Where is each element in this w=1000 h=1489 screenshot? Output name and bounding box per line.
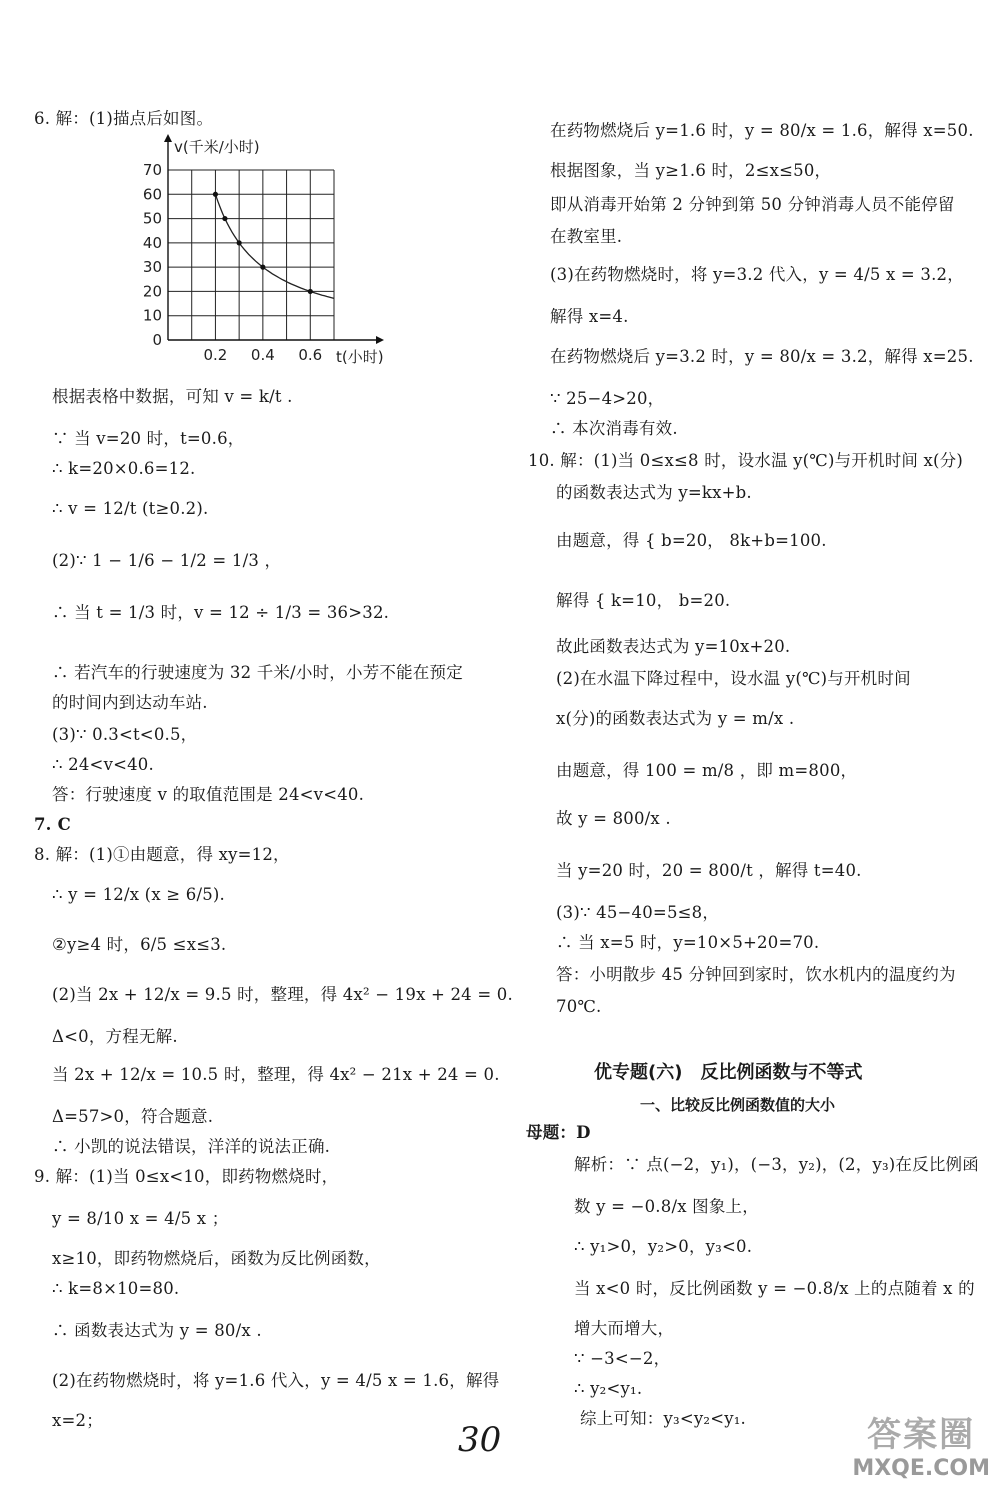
answer-line: ∵ 当 v=20 时，t=0.6， — [52, 429, 245, 448]
answer-line: (3)∵ 45−40=5≤8， — [556, 903, 720, 922]
answer-line: ∴ 函数表达式为 y = 80/x . — [52, 1321, 262, 1340]
answer-line: 解得 { k=10， b=20. — [556, 591, 731, 610]
answer-line: 当 x<0 时，反比例函数 y = −0.8/x 上的点随着 x 的 — [574, 1279, 975, 1298]
q8-heading: 8. 解：(1)①由题意，得 xy=12， — [34, 845, 290, 864]
watermark-url: MXQE.COM — [852, 1456, 990, 1481]
chart-curve — [215, 194, 334, 298]
answer-line: 由题意，得 100 = m/8 ，即 m=800， — [556, 761, 858, 780]
y-tick-label: 50 — [142, 209, 162, 228]
q7-answer: 7. C — [34, 815, 71, 834]
chart-caption: 根据表格中数据，可知 v = k/t . — [52, 387, 293, 406]
answer-line: (2)在药物燃烧时，将 y=1.6 代入，y = 4/5 x = 1.6，解得 — [52, 1371, 500, 1390]
chart-grid — [168, 170, 334, 340]
answer-line: ∴ 当 x=5 时，y=10×5+20=70. — [556, 933, 820, 952]
x-tick-label: 0.4 — [250, 346, 275, 364]
y-tick-label: 0 — [152, 331, 162, 349]
answer-line: ∴ 当 t = 1/3 时，v = 12 ÷ 1/3 = 36>32. — [52, 603, 390, 622]
answer-line: 70℃. — [556, 997, 602, 1016]
answer-line: 当 y=20 时，20 = 800/t ，解得 t=40. — [556, 861, 862, 880]
chart-axes — [164, 134, 384, 344]
answer-line: Δ=57>0，符合题意. — [52, 1107, 214, 1126]
handwritten-page-number: 30 — [458, 1420, 502, 1460]
answer-line: 当 2x + 12/x = 10.5 时，整理，得 4x² − 21x + 24 = 0. — [52, 1065, 500, 1084]
section-subtitle: 一、比较反比例函数值的大小 — [640, 1096, 836, 1114]
answer-line: ∴ 小凯的说法错误，洋洋的说法正确. — [52, 1137, 331, 1156]
answer-line: ∴ 24<v<40. — [52, 755, 154, 774]
data-point — [213, 192, 218, 197]
data-point — [260, 265, 265, 270]
answer-line: 答：小明散步 45 分钟回到家时，饮水机内的温度约为 — [556, 965, 956, 984]
answer-line: (2)在水温下降过程中，设水温 y(℃)与开机时间 — [556, 669, 911, 688]
answer-line: 的函数表达式为 y=kx+b. — [556, 483, 752, 502]
y-axis-arrow — [164, 134, 172, 142]
mother-question-answer: 母题：D — [526, 1123, 591, 1142]
answer-line: ∵ −3<−2， — [574, 1349, 671, 1368]
chart-y-axis-label: v(千米/小时) — [174, 138, 260, 156]
x-tick-label: 0.6 — [298, 346, 323, 364]
answer-line: ②y≥4 时，6/5 ≤x≤3. — [52, 935, 227, 954]
answer-line: (2)当 2x + 12/x = 9.5 时，整理，得 4x² − 19x + 24 = 0. — [52, 985, 513, 1004]
answer-line: 的时间内到达动车站. — [52, 693, 208, 712]
answer-line: (3)在药物燃烧时，将 y=3.2 代入，y = 4/5 x = 3.2， — [550, 265, 964, 284]
answer-line: ∴ 若汽车的行驶速度为 32 千米/小时，小芳不能在预定 — [52, 663, 463, 682]
q10-heading: 10. 解：(1)当 0≤x≤8 时，设水温 y(℃)与开机时间 x(分) — [528, 451, 964, 470]
answer-line: 解得 x=4. — [550, 307, 629, 326]
answer-line: ∴ y = 12/x (x ≥ 6/5). — [52, 885, 225, 904]
answer-line: x≥10，即药物燃烧后，函数为反比例函数， — [52, 1249, 381, 1268]
answer-line: 在教室里. — [550, 227, 623, 246]
data-point — [237, 240, 242, 245]
answer-line: (2)∵ 1 − 1/6 − 1/2 = 1/3 ， — [52, 551, 282, 570]
answer-line: 综上可知：y₃<y₂<y₁. — [580, 1409, 747, 1428]
chart-ticks — [143, 161, 322, 364]
answer-line: 即从消毒开始第 2 分钟到第 50 分钟消毒人员不能停留 — [550, 195, 955, 214]
velocity-time-chart — [130, 130, 530, 390]
answer-line: x=2； — [52, 1411, 103, 1430]
answer-line: 数 y = −0.8/x 图象上， — [574, 1197, 759, 1216]
watermark-logo — [852, 1407, 990, 1481]
answer-line: ∴ y₁>0，y₂>0，y₃<0. — [574, 1237, 753, 1256]
answer-line: ∴ k=20×0.6=12. — [52, 459, 196, 478]
answer-line: x(分)的函数表达式为 y = m/x . — [556, 709, 795, 728]
q9-heading: 9. 解：(1)当 0≤x<10，即药物燃烧时， — [34, 1167, 339, 1186]
answer-line: ∴ v = 12/t (t≥0.2). — [52, 499, 209, 518]
answer-line: 故此函数表达式为 y=10x+20. — [556, 637, 791, 656]
answer-line: 增大而增大， — [574, 1319, 675, 1338]
answer-line: 解析：∵ 点(−2，y₁)，(−3，y₂)，(2，y₃)在反比例函 — [574, 1155, 979, 1174]
answer-line: ∴ y₂<y₁. — [574, 1379, 643, 1398]
data-point — [308, 289, 313, 294]
answer-line: 在药物燃烧后 y=1.6 时，y = 80/x = 1.6，解得 x=50. — [550, 121, 974, 140]
y-tick-label: 30 — [142, 258, 162, 277]
y-tick-label: 10 — [142, 306, 162, 325]
answer-line: 由题意，得 { b=20， 8k+b=100. — [556, 531, 827, 550]
answer-line: ∴ k=8×10=80. — [52, 1279, 180, 1298]
x-tick-label: 0.2 — [203, 346, 228, 364]
section-title: 优专题(六) 反比例函数与不等式 — [594, 1062, 863, 1083]
answer-line: 故 y = 800/x . — [556, 809, 671, 828]
answer-line: y = 8/10 x = 4/5 x ； — [52, 1209, 229, 1228]
answer-line: 根据图象，当 y≥1.6 时，2≤x≤50， — [550, 161, 832, 180]
q6-heading: 6. 解：(1)描点后如图。 — [34, 109, 214, 128]
y-tick-label: 60 — [142, 185, 162, 204]
answer-line: 在药物燃烧后 y=3.2 时，y = 80/x = 3.2，解得 x=25. — [550, 347, 974, 366]
y-tick-label: 70 — [142, 161, 162, 179]
answer-line: (3)∵ 0.3<t<0.5， — [52, 725, 198, 744]
answer-line: 答：行驶速度 v 的取值范围是 24<v<40. — [52, 785, 365, 804]
answer-line: Δ<0，方程无解. — [52, 1027, 178, 1046]
data-point — [222, 216, 227, 221]
x-axis-arrow — [376, 336, 384, 344]
y-tick-label: 20 — [142, 282, 162, 301]
answer-line: ∵ 25−4>20， — [550, 389, 665, 408]
y-tick-label: 40 — [142, 233, 162, 252]
chart-x-axis-label: t(小时) — [336, 348, 384, 366]
watermark-text: 答案圈 — [867, 1415, 976, 1455]
answer-line: ∴ 本次消毒有效. — [550, 419, 678, 438]
